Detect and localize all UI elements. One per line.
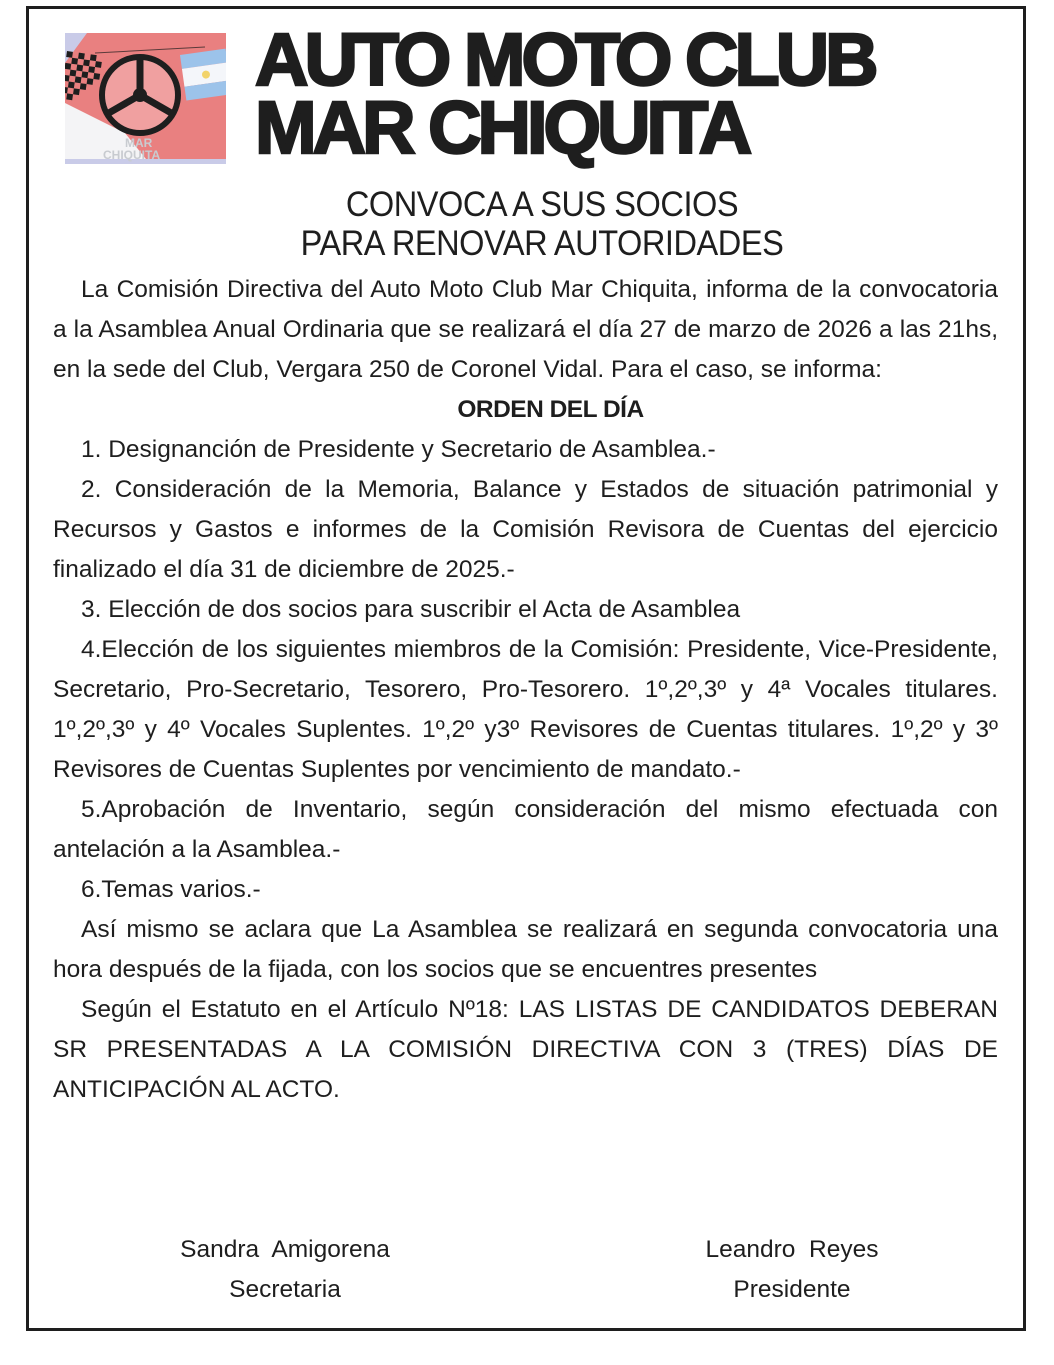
notice-body: [53, 270, 998, 1110]
subtitle-line-2: PARA RENOVAR AUTORIDADES: [300, 224, 784, 263]
signature-role: Secretaria: [229, 1276, 341, 1303]
club-title: [255, 18, 875, 169]
agenda-heading: ORDEN DEL DÍA: [457, 396, 644, 423]
club-logo: [65, 33, 226, 164]
logo-text-line-1: MAR: [125, 136, 153, 150]
signature-president: [632, 1230, 952, 1310]
steering-wheel-logo-icon: [65, 33, 226, 164]
signature-name: Sandra Amigorena: [180, 1236, 390, 1263]
agenda-item: 2. Consideración de la Memoria, Balance y Estados de situación patrimonial y Recursos y Gastos e informes de la Comisión Revisora de Cuentas del ejercicio finalizado el día 31 de diciembre de 2025.-: [53, 476, 998, 583]
second-call-note: Así mismo se aclara que La Asamblea se realizará en segunda convocatoria una hora después de la fijada, con los socios que se encuentres presentes: [53, 916, 998, 983]
agenda-item: 5.Aprobación de Inventario, según consideración del mismo efectuada con antelación a la Asamblea.-: [53, 796, 998, 863]
agenda-item: 3. Elección de dos socios para suscribir el Acta de Asamblea: [81, 596, 741, 623]
club-title-line-2: MAR CHIQUITA: [255, 86, 749, 169]
club-title-line-1: AUTO MOTO CLUB: [255, 18, 875, 101]
logo-text-line-2: CHIQUITA: [103, 148, 161, 162]
agenda-item: 6.Temas varios.-: [81, 876, 261, 903]
signature-secretary: [125, 1230, 445, 1310]
intro-paragraph: La Comisión Directiva del Auto Moto Club Mar Chiquita, informa de la convocatoria a la Asamblea Anual Ordinaria que se realizará el día 27 de marzo de 2026 a las 21hs, en la sede del Club, Vergara 250 de Coronel Vidal. Para el caso, se informa:: [53, 276, 998, 383]
signature-name: Leandro Reyes: [705, 1236, 879, 1263]
agenda-item: 4.Elección de los siguientes miembros de la Comisión: Presidente, Vice-Presidente, Secretario, Pro-Secretario, Tesorero, Pro-Tesorero. 1º,2º,3º y 4ª Vocales titulares. 1º,2º,3º y 4º Vocales Suplentes. 1º,2º y3º Revisores de Cuentas titulares. 1º,2º y 3º Revisores de Cuentas Suplentes por vencimiento de mandato.-: [53, 636, 998, 783]
signature-role: Presidente: [733, 1276, 851, 1303]
statute-note: Según el Estatuto en el Artículo Nº18: LAS LISTAS DE CANDIDATOS DEBERAN SR PRESENTADAS A LA COMISIÓN DIRECTIVA CON 3 (TRES) DÍAS DE ANTICIPACIÓN AL ACTO.: [53, 996, 998, 1103]
notice-subtitle: [0, 185, 1054, 263]
subtitle-line-1: CONVOCA A SUS SOCIOS: [345, 185, 739, 224]
agenda-item: 1. Designanción de Presidente y Secretario de Asamblea.-: [81, 436, 716, 463]
